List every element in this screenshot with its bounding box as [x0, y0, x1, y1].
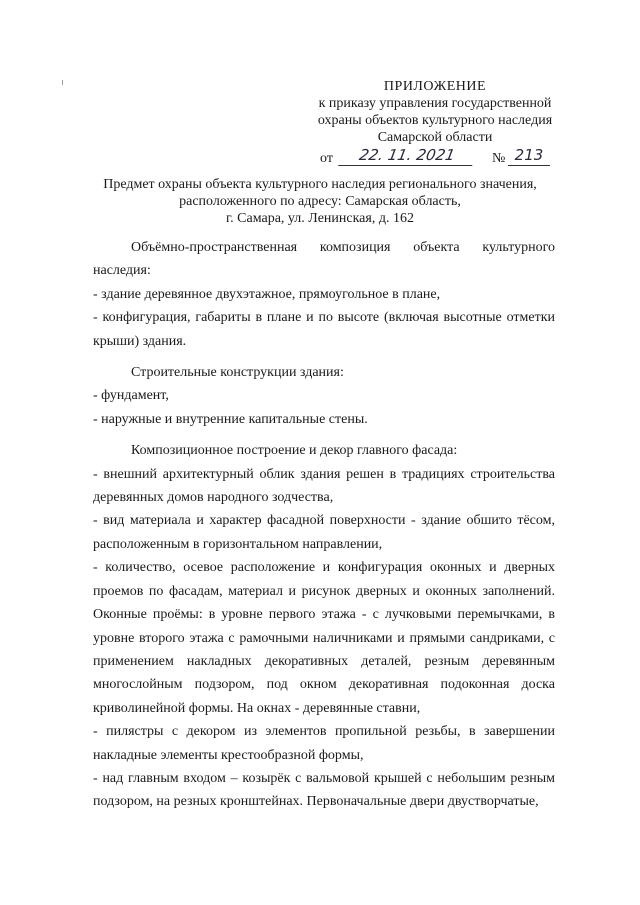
list-item: - количество, осевое расположение и конфигурация оконных и дверных проемов по фасадам, материал и рисунок дверных и оконных заполнений. Оконные проёмы: в уровне первого этажа - с лучковыми перемычками, в уровне второго этажа с рамочными наличниками и прямыми сандриками, с применением накладных декоративных деталей, резным деревянным многослойным подзором, под окном декоративная подоконная доска криволинейной формы. На окнах - деревянные ставни,: [93, 560, 555, 716]
from-label: от: [320, 151, 333, 166]
subject-line-2: расположенного по адресу: Самарская область,: [179, 194, 461, 209]
handwritten-date: 22. 11. 2021: [338, 145, 476, 166]
document-body: [93, 236, 555, 814]
appendix-line-1: к приказу управления государственной: [318, 96, 552, 111]
number-label: №: [492, 151, 506, 166]
section-heading: Строительные конструкции здания:: [131, 365, 344, 381]
list-item: - здание деревянное двухэтажное, прямоугольное в плане,: [93, 286, 441, 302]
list-item: - внешний архитектурный облик здания решен в традициях строительства деревянных домов народного зодчества,: [93, 466, 555, 506]
subject-heading: [100, 176, 540, 227]
list-item: - конфигурация, габариты в плане и по высоте (включая высотные отметки крыши) здания.: [93, 310, 555, 349]
list-item: - пилястры с декором из элементов пропильной резьбы, в завершении накладные элементы крестообразной формы,: [93, 724, 555, 763]
handwritten-number: 213: [508, 145, 550, 166]
appendix-header: [300, 78, 570, 168]
list-item: - наружные и внутренние капитальные стены.: [93, 411, 368, 427]
subject-line-1: Предмет охраны объекта культурного наследия регионального значения,: [103, 177, 537, 192]
list-item: - над главным входом – козырёк с вальмовой крышей с небольшим резным подзором, на резных кронштейнах. Первоначальные двери двустворчатые,: [93, 770, 555, 810]
section-heading: Композиционное построение и декор главного фасада:: [131, 443, 458, 459]
appendix-title: ПРИЛОЖЕНИЕ: [383, 79, 487, 94]
order-reference: [300, 146, 570, 168]
appendix-line-3: Самарской области: [377, 130, 493, 145]
scan-mark: [62, 80, 63, 85]
appendix-line-2: охраны объектов культурного наследия: [317, 113, 553, 128]
section-heading: Объёмно-пространственная композиция объекта культурного наследия:: [93, 240, 555, 279]
subject-line-3: г. Самара, ул. Ленинская, д. 162: [226, 211, 414, 226]
list-item: - вид материала и характер фасадной поверхности - здание обшито тёсом, расположенным в горизонтальном направлении,: [93, 513, 555, 552]
list-item: - фундамент,: [93, 388, 169, 404]
